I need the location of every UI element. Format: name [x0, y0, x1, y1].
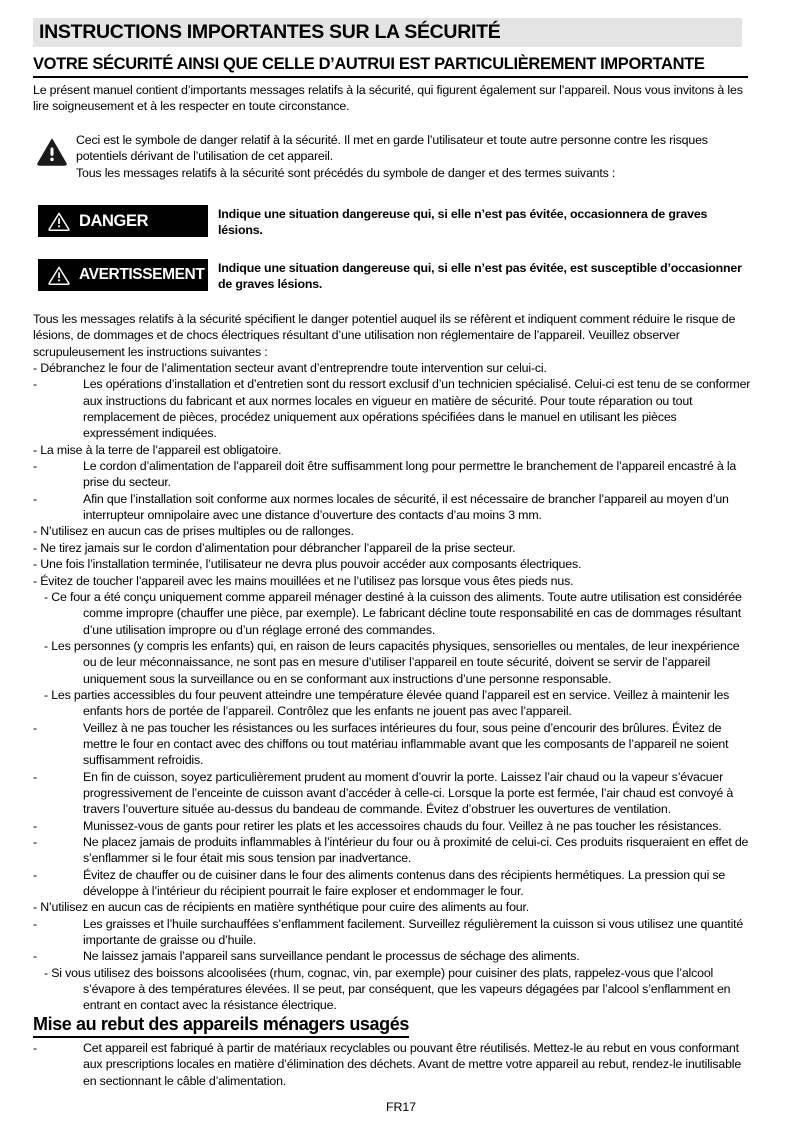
list-item-body: N’utilisez en aucun cas de prises multiples ou de rallonges. [40, 524, 354, 539]
list-item-text: Les graisses et l’huile surchauffées s’enflamment facilement. Surveillez régulièrement la cuisson si vous utilisez une quantité importante de graisse ou d’huile. [83, 916, 744, 948]
intro-paragraph: Le présent manuel contient d’importants messages relatifs à la sécurité, qui figurent également sur l’appareil. Nous vous invitons à les lire soigneusement et à les respecter en toute circonstance. [33, 83, 743, 114]
list-item-text: Le cordon d’alimentation de l’appareil doit être suffisamment long pour permettre le branchement de l’appareil encastré à la prise du secteur. [83, 459, 737, 490]
list-item-dash: - [33, 459, 37, 474]
list-item [33, 834, 751, 867]
safety-lead-paragraph: Tous les messages relatifs à la sécurité spécifient le danger potentiel auquel ils se réfèrent et indiquent comment réduire le risque de lésions, de dommages et de chocs électriques résultant d’une utilisation non réglementaire de l’appareil. Veuillez observer scrupuleusement les instructions suivantes : [33, 312, 736, 359]
list-item-text: Munissez-vous de gants pour retirer les plats et les accessoires chauds du four. Veillez à ne pas toucher les résistances. [83, 818, 722, 833]
list-item-text: - [33, 442, 41, 457]
list-item [33, 899, 751, 915]
list-item [33, 687, 751, 720]
list-item-body: Évitez de toucher l’appareil avec les mains mouillées et ne l’utilisez pas lorsque vous êtes pieds nus. [40, 573, 574, 588]
list-item-text: - [33, 361, 41, 376]
list-item [33, 523, 751, 539]
list-item-text: - [44, 687, 52, 702]
list-item-text: - [33, 557, 41, 572]
list-item-text: En fin de cuisson, soyez particulièrement prudent au moment d’ouvrir la porte. Laissez l’air chaud ou la vapeur s’évacuer progressivement de l’enceinte de cuisson avant d’accéder à celle-ci. Lorsque la porte est fermée, l’air chaud est convoyé à travers l’ouverture située au-dessus du bandeau de commande. Évitez d’obstruer les ouvertures de ventilation. [83, 769, 734, 817]
warning-badge-triangle-icon [48, 266, 70, 285]
list-item-dash: - [33, 491, 37, 506]
page-footer: FR17 [386, 1100, 416, 1114]
danger-description: Indique une situation dangereuse qui, si elle n’est pas évitée, occasionnera de graves lésions. [218, 207, 708, 238]
page-title-band [33, 18, 742, 47]
list-item-text: Afin que l’installation soit conforme aux normes locales de sécurité, il est nécessaire de brancher l’appareil au moyen d’un interrupteur omnipolaire avec une distance d’ouverture des contacts d’au moins 3 mm. [83, 491, 729, 523]
list-item-text: Ne placez jamais de produits inflammables à l’intérieur du four ou à proximité de celui-ci. Ces produits risqueraient en effet de s’enflammer si le four était mis sous tension par inadvertance. [83, 835, 749, 866]
page-subtitle: VOTRE SÉCURITÉ AINSI QUE CELLE D’AUTRUI EST PARTICULIÈREMENT IMPORTANTE [33, 55, 748, 78]
list-item-dash: - [33, 949, 37, 964]
list-item [33, 965, 751, 1014]
list-item-dash: - [33, 818, 37, 833]
list-item-text: - [44, 965, 52, 980]
safety-symbol-text [76, 130, 749, 181]
disposal-instructions [33, 1040, 751, 1089]
list-item [33, 442, 751, 458]
list-item-dash: - [33, 377, 37, 392]
warning-label: AVERTISSEMENT [79, 266, 205, 283]
list-item-text: Cet appareil est fabriqué à partir de matériaux recyclables ou pouvant être réutilisés. Mettez-le au rebut en vous conformant aux prescriptions locales en matière d’élimination des déchets. Avant de mettre votre appareil au rebut, rendez-le inutilisable en sectionnant le câble d’alimentation. [83, 1041, 742, 1088]
list-item [33, 769, 751, 818]
list-item-body: N’utilisez en aucun cas de récipients en matière synthétique pour cuire des aliments au four. [40, 900, 530, 915]
list-item [33, 556, 751, 572]
list-item-text: Évitez de chauffer ou de cuisiner dans le four des aliments contenus dans des récipients hermétiques. La pression qui se développe à l’intérieur du récipient pourrait le faire exploser et endommager le four. [83, 867, 726, 899]
list-item [33, 360, 751, 376]
list-item-dash: - [33, 867, 37, 882]
list-item-text: Veillez à ne pas toucher les résistances ou les surfaces intérieures du four, sous peine d’encourir des brûlures. Évitez de mettre le four en contact avec des chiffons ou tout matériau inflammable avant que les composants de l’appareil ne soient suffisamment refroidis. [83, 720, 729, 768]
list-item-text: - [44, 589, 52, 604]
list-item-body: Une fois l’installation terminée, l’utilisateur ne devra plus pouvoir accéder aux composants électriques. [40, 557, 582, 572]
list-item-body: Ne tirez jamais sur le cordon d’alimentation pour débrancher l’appareil de la prise secteur. [40, 540, 516, 555]
list-item [33, 638, 751, 687]
list-item [33, 867, 751, 900]
list-item [33, 720, 751, 769]
list-item-dash: - [33, 720, 37, 735]
safety-symbol-line1: Ceci est le symbole de danger relatif à la sécurité. Il met en garde l’utilisateur et toute autre personne contre les risques potentiels dérivant de l’utilisation de cet appareil. [76, 133, 708, 164]
safety-item-list [33, 360, 751, 1014]
list-item [33, 916, 751, 949]
list-item [33, 589, 751, 638]
list-item [33, 458, 751, 491]
list-item-body: La mise à la terre de l’appareil est obligatoire. [40, 442, 282, 457]
list-item [33, 1040, 751, 1089]
list-item-dash: - [33, 1041, 37, 1055]
list-item [33, 540, 751, 556]
signal-row-warning [38, 259, 748, 293]
list-item-body: Si vous utilisez des boissons alcoolisées (rhum, cognac, vin, par exemple) pour cuisiner des plats, rappelez-vous que l’alcool s’évapore à des températures élevées. Il se peut, par conséquent, que les vapeurs dégagées par l’alcool s’enflamment en entrant en contact avec la résistance électrique. [51, 965, 731, 1013]
danger-badge [38, 205, 208, 237]
list-item-text: - [44, 638, 52, 653]
list-item [33, 818, 751, 834]
list-item-body: Les personnes (y compris les enfants) qui, en raison de leurs capacités physiques, sensorielles ou mentales, de leur inexpérience ou de leur méconnaissance, ne sont pas en mesure d’utiliser l’appareil en toute sécurité, doivent se servir de l’appareil uniquement sous la surveillance ou en se conformant aux instructions d’une personne responsable. [51, 638, 740, 686]
list-item [33, 573, 751, 589]
danger-label: DANGER [79, 211, 149, 230]
list-item-dash: - [33, 769, 37, 784]
list-item-text: - [33, 900, 41, 915]
list-item [33, 491, 751, 524]
list-item-body: Débranchez le four de l’alimentation secteur avant d’entreprendre toute intervention sur celui-ci. [40, 361, 547, 376]
safety-symbol-block [33, 130, 749, 181]
list-item-text: - [33, 540, 41, 555]
warning-triangle-icon [37, 138, 67, 166]
danger-triangle-icon [48, 212, 70, 231]
safety-symbol-line2: Tous les messages relatifs à la sécurité sont précédés du symbole de danger et des termes suivants : [76, 165, 616, 180]
list-item-dash: - [33, 916, 37, 931]
list-item [33, 948, 751, 964]
disposal-item-list [33, 1040, 751, 1089]
page-title: INSTRUCTIONS IMPORTANTES SUR LA SÉCURITÉ [39, 21, 501, 43]
list-item-body: Les parties accessibles du four peuvent atteindre une température élevée quand l’appareil est en service. Veillez à maintenir les enfants hors de portée de l’appareil. Contrôlez que les enfants ne jouent pas avec l’appareil. [51, 687, 730, 719]
list-item-dash: - [33, 835, 37, 849]
list-item-body: Ce four a été conçu uniquement comme appareil ménager destiné à la cuisson des aliments. Toute autre utilisation est considérée comme impropre (chauffer une pièce, par exemple). Le fabricant décline toute responsabilité en cas de dommages résultant d’une utilisation impropre ou d’un réglage erroné des commandes. [51, 589, 742, 637]
safety-instructions [33, 311, 751, 1014]
list-item-text: Ne laissez jamais l’appareil sans surveillance pendant le processus de séchage des aliments. [83, 949, 580, 964]
list-item [33, 376, 751, 441]
warning-badge [38, 259, 208, 291]
list-item-text: - [33, 573, 41, 588]
list-item-text: Les opérations d’installation et d’entretien sont du ressort exclusif d’un technicien spécialisé. Celui-ci est tenu de se conformer aux instructions du fabricant et aux normes locales en vigueur en matière de sécurité. Pour toute réparation ou tout remplacement de pièces, procédez uniquement aux opérations spécifiées dans le manuel en utilisant les pièces expressément indiquées. [83, 377, 751, 441]
list-item-text: - [33, 524, 41, 539]
disposal-heading: Mise au rebut des appareils ménagers usagés [33, 1014, 409, 1038]
warning-description: Indique une situation dangereuse qui, si elle n’est pas évitée, est susceptible d’occasionner de graves lésions. [218, 261, 742, 292]
signal-row-danger [38, 205, 748, 239]
